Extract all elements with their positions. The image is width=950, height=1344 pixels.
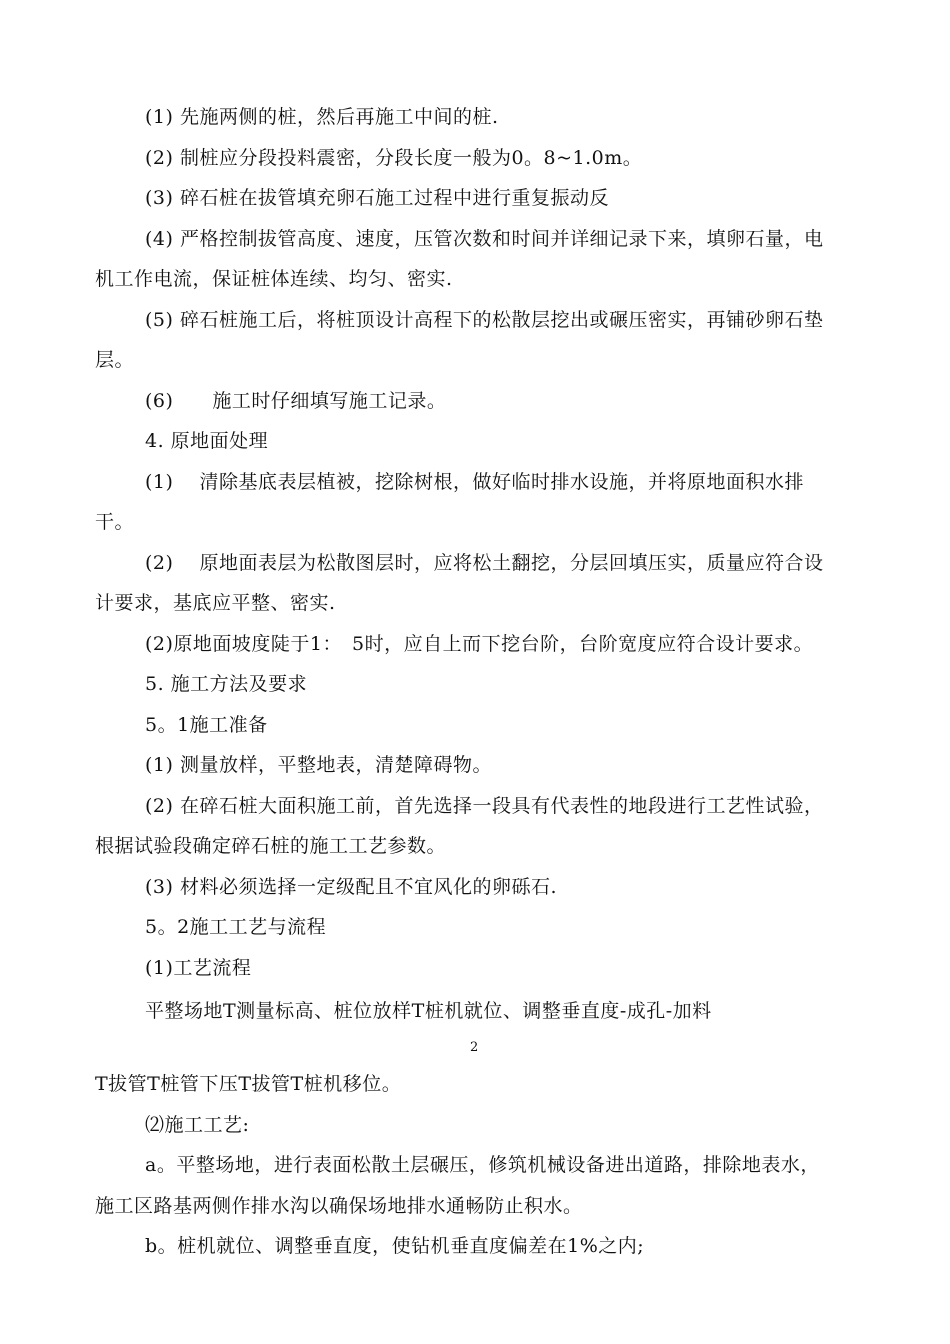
section-heading-5: 5. 施工方法及要求 <box>145 673 308 695</box>
paragraph-line-5: 机工作电流，保证桩体连续、均匀、密实. <box>95 268 453 290</box>
paragraph-line-25: ⑵施工工艺: <box>145 1114 250 1136</box>
paragraph-line-7: 层。 <box>95 349 135 371</box>
process-flow-line-1: 平整场地T测量标高、桩位放样T桩机就位、调整垂直度-成孔-加料 <box>145 1000 712 1022</box>
paragraph-line-18: (2) 在碎石桩大面积施工前，首先选择一段具有代表性的地段进行工艺性试验， <box>145 795 824 817</box>
paragraph-line-20: (3) 材料必须选择一定级配且不宜风化的卵砾石. <box>145 876 557 898</box>
paragraph-line-4: (4) 严格控制拔管高度、速度，压管次数和时间并详细记录下来，填卵石量，电 <box>145 228 824 250</box>
subsection-heading-5-1: 5。1施工准备 <box>145 714 268 736</box>
paragraph-line-1: (1) 先施两侧的桩，然后再施工中间的桩. <box>145 106 499 128</box>
page-number: 2 <box>470 1040 479 1055</box>
paragraph-line-13: 计要求，基底应平整、密实. <box>95 592 336 614</box>
paragraph-line-8: (6) 施工时仔细填写施工记录。 <box>145 390 447 412</box>
section-heading-4: 4. 原地面处理 <box>145 430 269 452</box>
paragraph-line-10: (1) 清除基底表层植被，挖除树根，做好临时排水设施，并将原地面积水排 <box>145 471 804 493</box>
paragraph-line-17: (1) 测量放样，平整地表，清楚障碍物。 <box>145 754 492 776</box>
paragraph-line-12: (2) 原地面表层为松散图层时，应将松土翻挖，分层回填压实，质量应符合设 <box>145 552 824 574</box>
paragraph-line-28: b。桩机就位、调整垂直度，使钻机垂直度偏差在1%之内; <box>145 1235 645 1257</box>
paragraph-line-6: (5) 碎石桩施工后，将桩顶设计高程下的松散层挖出或碾压密实，再铺砂卵石垫 <box>145 309 824 331</box>
paragraph-line-3: (3) 碎石桩在拔管填充卵石施工过程中进行重复振动反 <box>145 187 609 209</box>
paragraph-line-19: 根据试验段确定碎石桩的施工工艺参数。 <box>95 835 447 857</box>
paragraph-line-11: 干。 <box>95 511 135 533</box>
process-flow-line-2: T拔管T桩管下压T拔管T桩机移位。 <box>95 1073 402 1095</box>
paragraph-line-26: a。平整场地，进行表面松散土层碾压，修筑机械设备进出道路，排除地表水， <box>145 1154 820 1176</box>
paragraph-line-27: 施工区路基两侧作排水沟以确保场地排水通畅防止积水。 <box>95 1195 583 1217</box>
paragraph-line-2: (2) 制桩应分段投料震密，分段长度一般为0。8~1.0m。 <box>145 147 643 169</box>
subsection-heading-5-2: 5。2施工工艺与流程 <box>145 916 327 938</box>
paragraph-line-14: (2)原地面坡度陡于1： 5时，应自上而下挖台阶，台阶宽度应符合设计要求。 <box>145 633 814 655</box>
paragraph-line-22: (1)工艺流程 <box>145 957 252 979</box>
